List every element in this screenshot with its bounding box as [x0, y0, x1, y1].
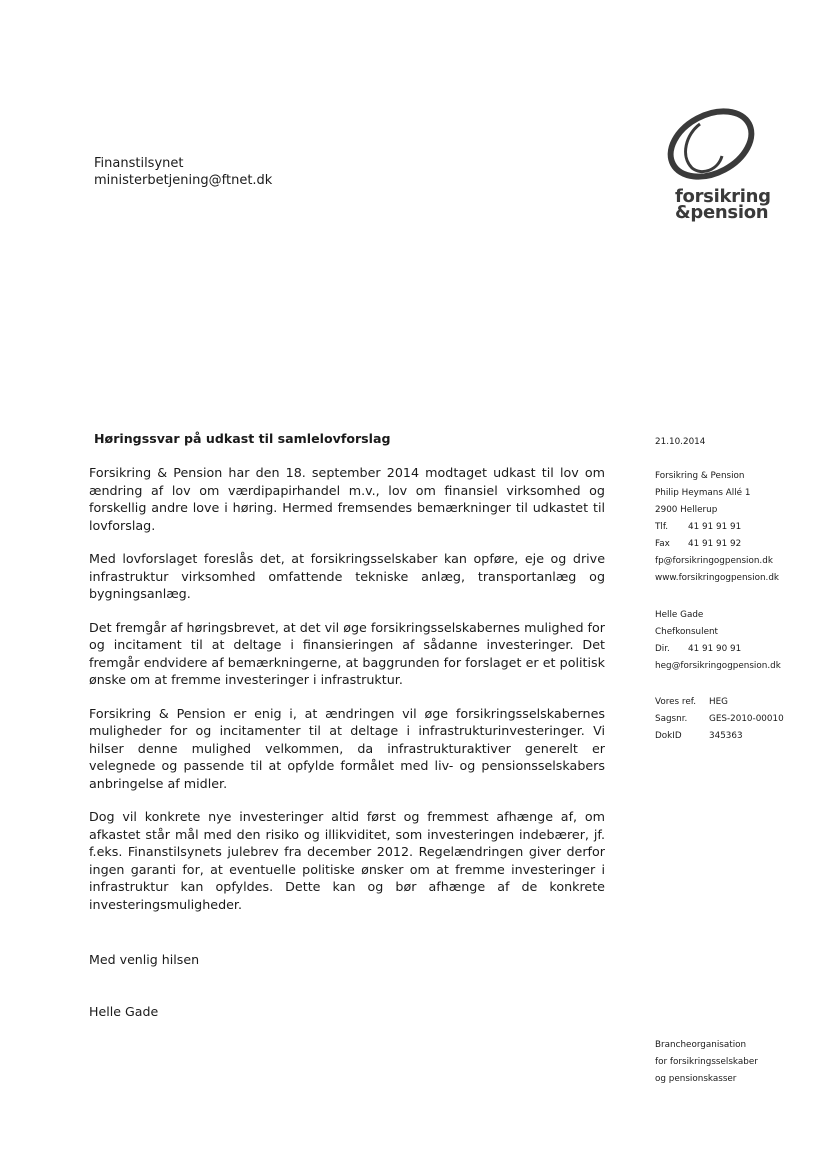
document-id	[655, 728, 784, 745]
fax-value: 41 91 91 92	[688, 539, 742, 549]
sender-address-block	[655, 468, 779, 587]
phone-value: 41 91 91 91	[688, 522, 742, 532]
our-reference	[655, 694, 784, 711]
body-paragraph-1: Forsikring & Pension har den 18. september 2014 modtaget udkast til lov om ændring af lov om værdipapirhandel m.v., lov om finansiel virksomhed og forskellig andre love i høring. Hermed fremsendes bemærkninger til udkastet til lovforslag.	[89, 465, 605, 533]
sender-org-name: Forsikring & Pension	[655, 471, 745, 481]
case-number-label: Sagsnr.	[655, 714, 688, 724]
phone-label: Tlf.	[655, 522, 669, 532]
contact-name: Helle Gade	[655, 610, 704, 620]
sender-email: fp@forsikringogpension.dk	[655, 556, 773, 566]
footer-line-1: Brancheorganisation	[655, 1040, 747, 1050]
contact-block	[655, 607, 781, 675]
sender-phone	[655, 519, 779, 536]
contact-direct-phone	[655, 641, 781, 658]
body-paragraph-2: Med lovforslaget foreslås det, at forsikringsselskaber kan opføre, eje og drive infrastruktur virksomhed omfattende tekniske anlæg, transportanlæg og bygningsanlæg.	[89, 551, 605, 601]
sender-street: Philip Heymans Allé 1	[655, 488, 751, 498]
body-paragraph-5: Dog vil konkrete nye investeringer altid først og fremmest afhænge af, om afkastet står mål med den risiko og illikviditet, som investeringen indebærer, jf. f.eks. Finanstilsynets julebrev fra december 2012. Regelændringen giver derfor ingen garanti for, at eventuelle politiske ønsker om at fremme investeringer i infrastruktur kan opfyldes. Dette kan og bør afhænge af de konkrete investeringsmuligheder.	[89, 809, 605, 912]
logo-text-pension: &pension	[675, 202, 769, 223]
letter-subject: Høringssvar på udkast til samlelovforslag	[94, 431, 391, 446]
sender-fax	[655, 536, 779, 553]
direct-phone-value: 41 91 90 91	[688, 644, 742, 654]
footer-line-2: for forsikringsselskaber	[655, 1057, 758, 1067]
letter-body	[89, 464, 605, 929]
reference-block	[655, 694, 784, 745]
recipient-block	[94, 155, 272, 189]
sender-postal: 2900 Hellerup	[655, 505, 718, 515]
case-number-value: GES-2010-00010	[709, 714, 784, 724]
document-id-value: 345363	[709, 731, 743, 741]
closing-greeting: Med venlig hilsen	[89, 952, 200, 967]
contact-email: heg@forsikringogpension.dk	[655, 661, 781, 671]
logo-text-forsikring: forsikring	[675, 186, 771, 207]
fax-label: Fax	[655, 539, 670, 549]
our-reference-label: Vores ref.	[655, 697, 697, 707]
signature-name: Helle Gade	[89, 1004, 159, 1019]
swirl-ellipse-logo-icon	[656, 100, 760, 186]
contact-title: Chefkonsulent	[655, 627, 719, 637]
recipient-email: ministerbetjening@ftnet.dk	[94, 173, 273, 188]
body-paragraph-3: Det fremgår af høringsbrevet, at det vil øge forsikringsselskabernes mulighed for og incitament til at deltage i finansieringen af sådanne investeringer. Det fremgår endvidere af bemærkningerne, at baggrunden for forslaget er et politisk ønske om at fremme investeringer i infrastruktur.	[89, 619, 605, 687]
letter-date: 21.10.2014	[655, 437, 706, 447]
sender-website: www.forsikringogpension.dk	[655, 573, 780, 583]
forsikring-pension-logo	[652, 100, 771, 225]
document-id-label: DokID	[655, 731, 682, 741]
footer-line-3: og pensionskasser	[655, 1074, 737, 1084]
footer-organisation-block	[655, 1037, 758, 1088]
body-paragraph-4: Forsikring & Pension er enig i, at ændringen vil øge forsikringsselskabernes muligheder for og incitamenter til at deltage i infrastrukturinvesteringer. Vi hilser denne mulighed velkommen, da infrastrukturaktiver generelt er velegnede og passende til at opfylde formålet med liv- og pensionsselskabers anbringelse af midler.	[89, 705, 605, 791]
recipient-name: Finanstilsynet	[94, 156, 184, 171]
case-number	[655, 711, 784, 728]
direct-phone-label: Dir.	[655, 644, 670, 654]
our-reference-value: HEG	[709, 697, 728, 707]
